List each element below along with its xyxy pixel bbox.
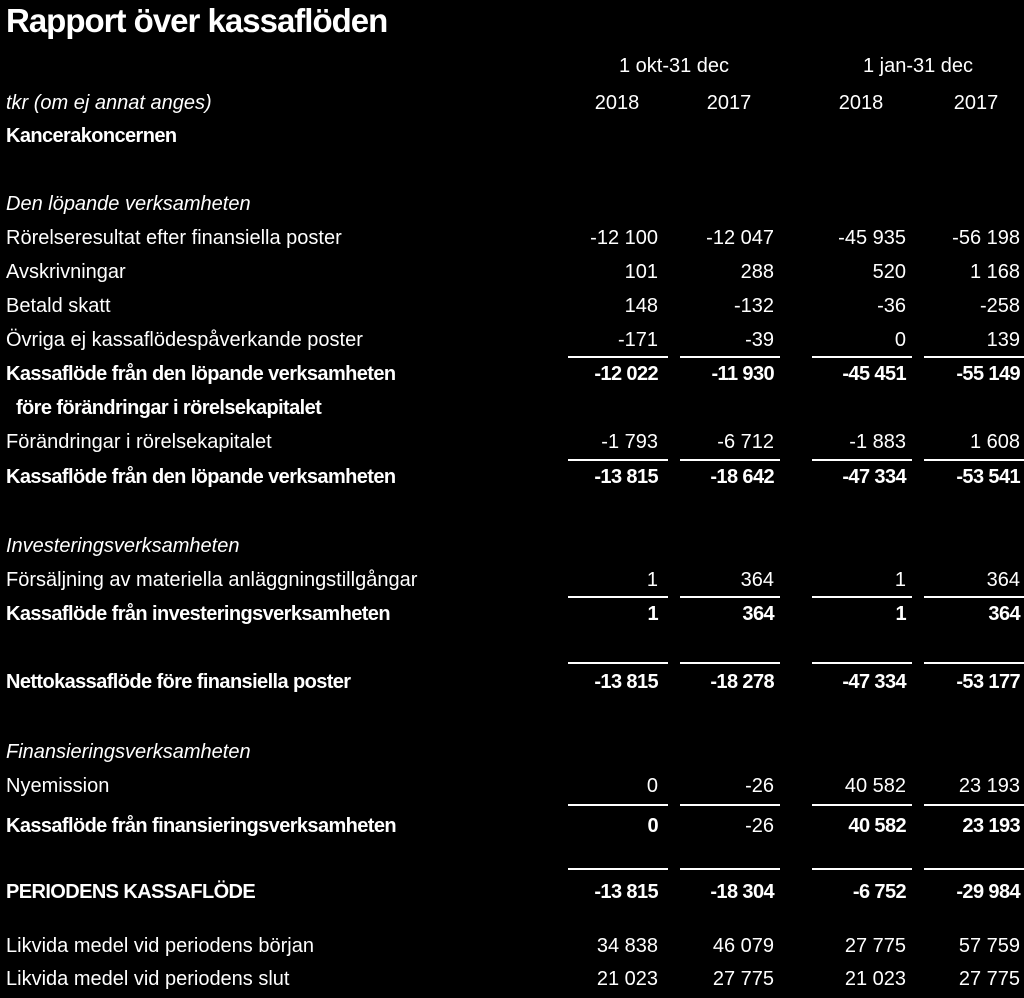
row-value: 34 838 [596,935,658,957]
subtotal-rule [812,804,912,806]
row-value: -12 022 [594,363,658,385]
row-label: PERIODENS KASSAFLÖDE [6,881,256,903]
subtotal-rule [568,356,668,358]
row-value: -13 815 [594,671,658,693]
year-header-col3: 2018 [838,92,884,114]
row-value: -132 [733,295,774,317]
row-value: 1 168 [969,261,1020,283]
section-heading-operating: Den löpande verksamheten [6,193,251,215]
row-value: -39 [745,329,774,351]
row-value: -26 [745,815,774,837]
subtotal-rule [568,459,668,461]
row-value: 27 775 [844,935,906,957]
row-value: 21 023 [844,968,906,990]
subtotal-rule [812,459,912,461]
row-value: 364 [742,603,774,625]
row-label: Kassaflöde från investeringsverksamheten [6,603,390,625]
row-value: -18 304 [710,881,774,903]
row-value: 21 023 [596,968,658,990]
unit-label: tkr (om ej annat anges) [6,92,212,114]
row-label: Kassaflöde från finansieringsverksamheten [6,815,396,837]
subtotal-rule [924,804,1024,806]
row-value: -47 334 [842,671,906,693]
row-label: Likvida medel vid periodens början [6,935,314,957]
row-value: -258 [979,295,1020,317]
row-value: -53 177 [956,671,1020,693]
year-header-col4: 2017 [953,92,999,114]
subtotal-rule [680,356,780,358]
subtotal-rule [924,868,1024,870]
row-value: 23 193 [962,815,1020,837]
row-value: -18 278 [710,671,774,693]
subtotal-rule [812,662,912,664]
row-value: 1 [894,569,906,591]
subtotal-rule [680,459,780,461]
row-label: Kassaflöde från den löpande verksamheten [6,466,396,488]
subtotal-rule [924,356,1024,358]
row-value: 364 [740,569,774,591]
period-header-q4: 1 okt-31 dec [618,55,730,77]
row-value: 0 [646,775,658,797]
row-value: -45 935 [838,227,906,249]
subtotal-rule [568,804,668,806]
row-label-continued: före förändringar i rörelsekapitalet [16,397,322,419]
row-value: 40 582 [848,815,906,837]
year-header-col1: 2018 [594,92,640,114]
row-value: 27 775 [958,968,1020,990]
row-value: -1 883 [849,431,906,453]
row-value: -47 334 [842,466,906,488]
row-label: Försäljning av materiella anläggningstillgångar [6,569,418,591]
subtotal-rule [680,868,780,870]
subtotal-rule [680,596,780,598]
row-value: -29 984 [956,881,1020,903]
subtotal-rule [568,596,668,598]
row-value: -13 815 [594,881,658,903]
row-value: -56 198 [952,227,1020,249]
row-value: 288 [740,261,774,283]
row-value: 139 [986,329,1020,351]
period-header-full-year: 1 jan-31 dec [862,55,974,77]
row-value: 148 [624,295,658,317]
row-value: -6 712 [717,431,774,453]
subtotal-rule [924,459,1024,461]
row-value: -11 930 [711,363,774,385]
row-value: -26 [745,775,774,797]
row-value: 101 [624,261,658,283]
subtotal-rule [812,868,912,870]
row-value: -171 [617,329,658,351]
row-value: -18 642 [710,466,774,488]
row-value: -53 541 [956,466,1020,488]
row-value: -55 149 [956,363,1020,385]
subtotal-rule [924,596,1024,598]
row-label: Betald skatt [6,295,111,317]
row-value: -6 752 [852,881,906,903]
subtotal-rule [812,596,912,598]
section-heading-financing: Finansieringsverksamheten [6,741,251,763]
row-value: 1 [895,603,906,625]
subtotal-rule [680,804,780,806]
row-value: 57 759 [958,935,1020,957]
row-value: 1 [647,603,658,625]
row-label: Nyemission [6,775,110,797]
row-value: -13 815 [594,466,658,488]
row-value: -45 451 [842,363,906,385]
page-title: Rapport över kassaflöden [6,2,388,39]
row-label: Övriga ej kassaflödespåverkande poster [6,329,363,351]
row-value: 364 [988,603,1020,625]
subtotal-rule [680,662,780,664]
row-value: 364 [986,569,1020,591]
section-heading-investing: Investeringsverksamheten [6,535,240,557]
subtotal-rule [568,662,668,664]
row-value: -12 100 [590,227,658,249]
row-value: 520 [872,261,906,283]
row-label: Kassaflöde från den löpande verksamheten [6,363,396,385]
row-label: Avskrivningar [6,261,126,283]
row-value: 0 [647,815,658,837]
row-label: Förändringar i rörelsekapitalet [6,431,272,453]
year-header-col2: 2017 [706,92,752,114]
row-label: Nettokassaflöde före finansiella poster [6,671,351,693]
row-value: -1 793 [601,431,658,453]
row-value: 46 079 [712,935,774,957]
subtotal-rule [924,662,1024,664]
subtotal-rule [812,356,912,358]
row-value: -12 047 [706,227,774,249]
group-label: Kancerakoncernen [6,125,177,147]
subtotal-rule [568,868,668,870]
row-value: 40 582 [844,775,906,797]
row-label: Rörelseresultat efter finansiella poster [6,227,342,249]
row-value: 0 [894,329,906,351]
row-label: Likvida medel vid periodens slut [6,968,290,990]
row-value: 23 193 [958,775,1020,797]
row-value: -36 [877,295,906,317]
row-value: 27 775 [712,968,774,990]
row-value: 1 608 [969,431,1020,453]
row-value: 1 [646,569,658,591]
